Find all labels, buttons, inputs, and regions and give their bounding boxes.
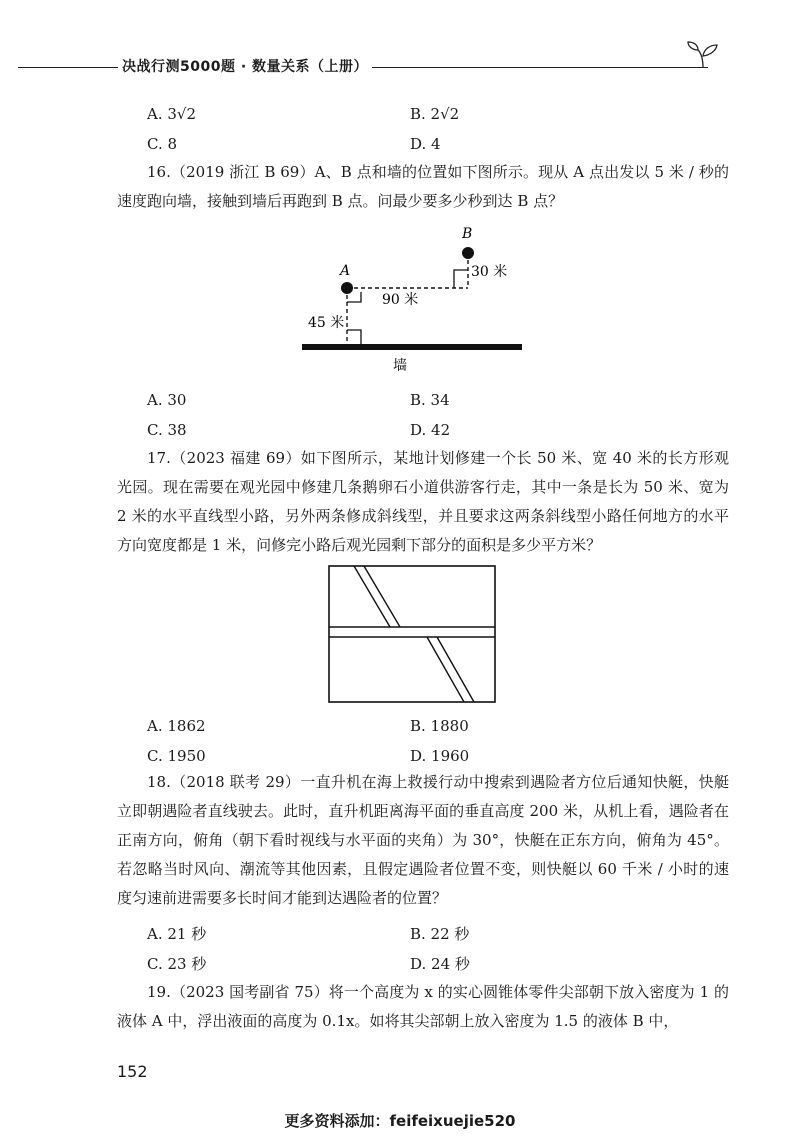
q16-figure <box>290 220 540 380</box>
q19-question-text: 19.（2023 国考副省 75）将一个高度为 x 的实心圆锥体零件尖部朝下放入密度为 1 的液体 A 中，浮出液面的高度为 0.1x。如将其尖部朝上放入密度为 1.5 的液体 B 中， <box>117 983 729 1030</box>
label-a: A <box>340 263 351 279</box>
q17-option-d: D. 1960 <box>410 747 470 765</box>
q17-figure <box>328 565 498 705</box>
q17-option-b: B. 1880 <box>410 717 469 735</box>
q16-question-text: 16.（2019 浙江 B 69）A、B 点和墙的位置如下图所示。现从 A 点出发以 5 米 / 秒的速度跑向墙，接触到墙后再跑到 B 点。问最少要多少秒到达 B 点？ <box>117 163 729 210</box>
q18-option-d: D. 24 秒 <box>410 955 470 973</box>
sprout-icon <box>686 40 720 70</box>
label-45m: 45 米 <box>308 315 345 331</box>
q16-option-a: A. 30 <box>147 391 187 409</box>
label-30m: 30 米 <box>471 264 508 280</box>
q17-option-a: A. 1862 <box>147 717 206 735</box>
q18-option-a: A. 21 秒 <box>147 925 207 943</box>
q16-option-c: C. 38 <box>147 421 187 439</box>
label-90m: 90 米 <box>382 292 419 308</box>
q15-option-b: B. 2√2 <box>410 105 460 123</box>
label-wall: 墙 <box>393 358 407 374</box>
park-rectangle <box>329 566 495 702</box>
footer-note: 更多资料添加：feifeixuejie520 <box>284 1112 516 1130</box>
wall-bar <box>302 344 522 350</box>
page-number: 152 <box>117 1062 148 1081</box>
q16-option-b: B. 34 <box>410 391 450 409</box>
q16-option-d: D. 42 <box>410 421 451 439</box>
label-b: B <box>462 226 473 242</box>
page-header-title: 决战行测5000题 · 数量关系（上册） <box>118 56 372 76</box>
q15-option-c: C. 8 <box>147 135 178 153</box>
q18-option-c: C. 23 秒 <box>147 955 207 973</box>
q15-option-a: A. 3√2 <box>147 105 197 123</box>
q17-option-c: C. 1950 <box>147 747 206 765</box>
q18-option-b: B. 22 秒 <box>410 925 470 943</box>
q18-question-text: 18.（2018 联考 29）一直升机在海上救援行动中搜索到遇险者方位后通知快艇，快艇立即朝遇险者直线驶去。此时，直升机距离海平面的垂直高度 200 米，从机上看，遇险者在正南方向，俯角（朝下看时视线与水平面的夹角）为 30°，快艇在正东方向，俯角为 45°。若忽略当时风向、潮流等其他因素，且假定遇险者位置不变，则快艇以 60 千米 / 小时的速度匀速前进需要多长时间才能到达遇险者的位置？ <box>117 773 729 907</box>
q15-option-d: D. 4 <box>410 135 441 153</box>
q17-question-text: 17.（2023 福建 69）如下图所示，某地计划修建一个长 50 米、宽 40 米的长方形观光园。现在需要在观光园中修建几条鹅卵石小道供游客行走，其中一条是长为 50 米、宽为 2 米的水平直线型小路，另外两条修成斜线型，并且要求这两条斜线型小路任何地方的水平方向宽度都是 1 米，问修完小路后观光园剩下部分的面积是多少平方米？ <box>117 449 729 554</box>
